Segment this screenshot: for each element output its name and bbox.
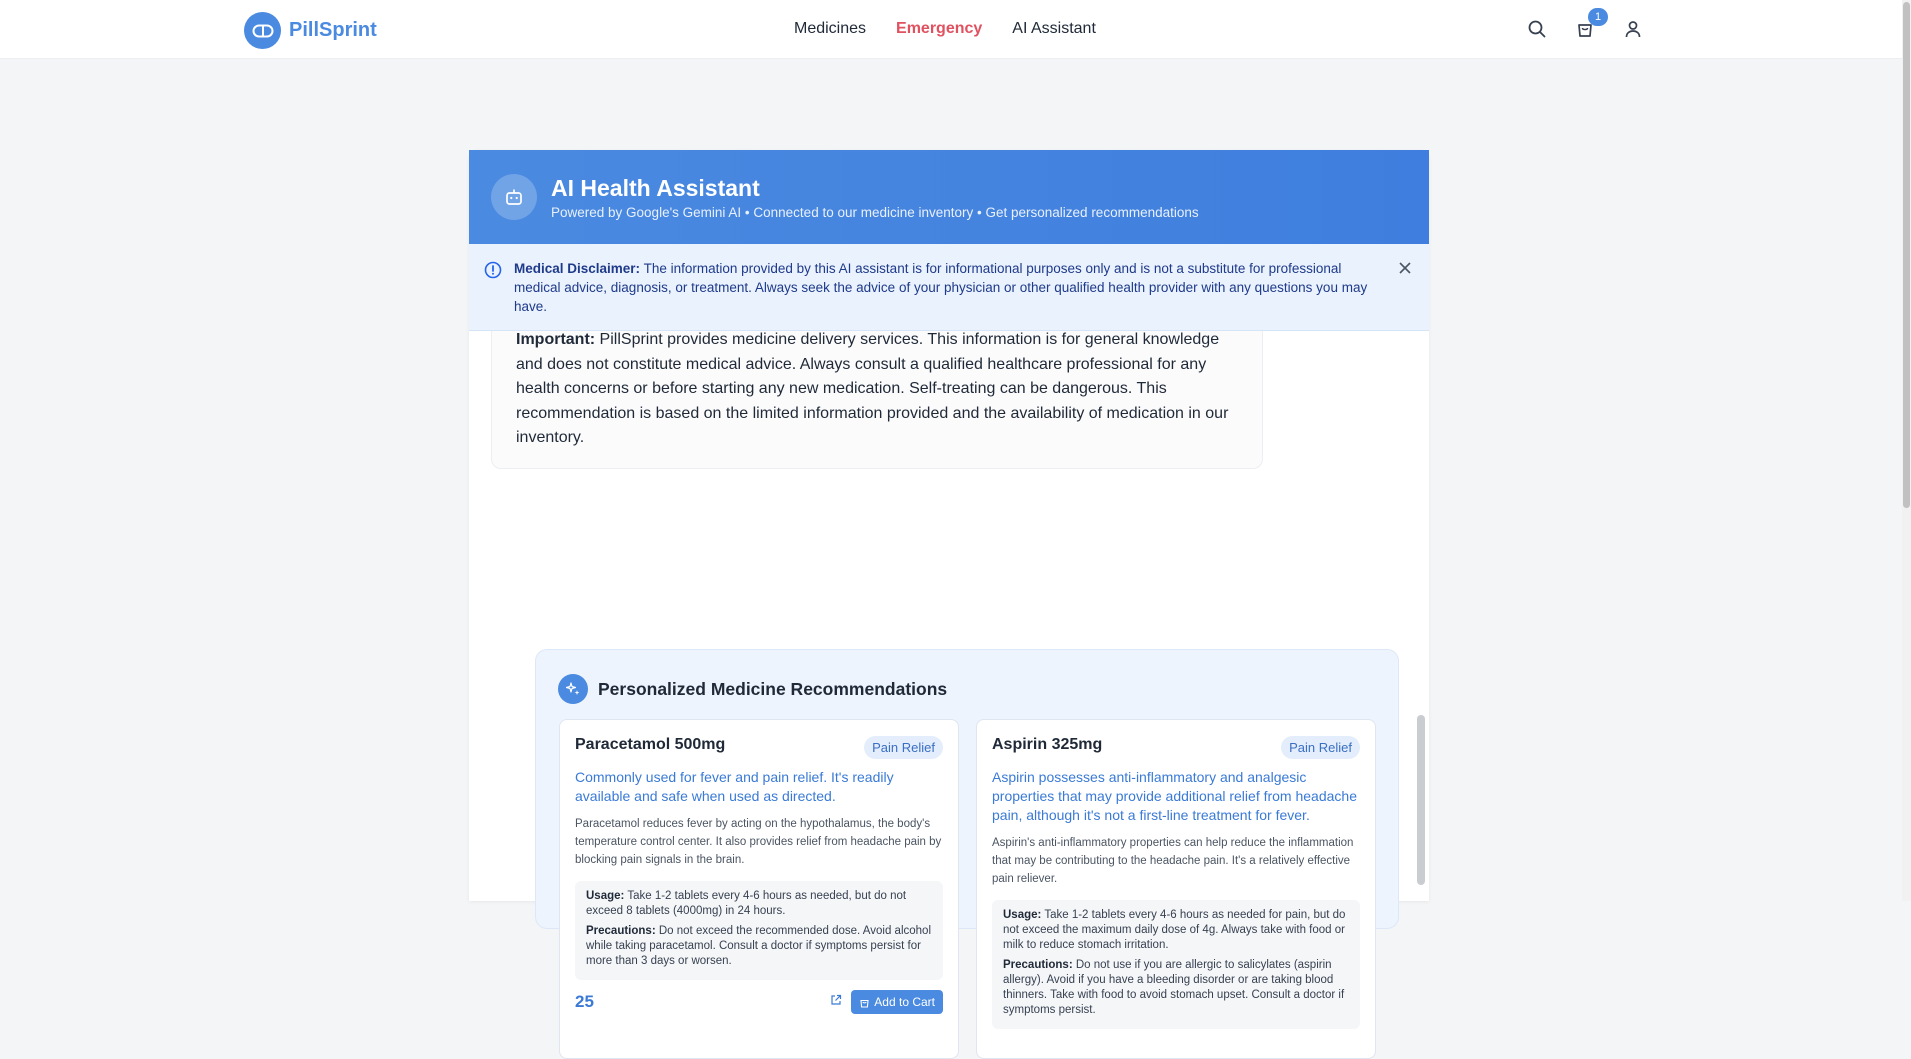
- category-badge: Pain Relief: [864, 736, 943, 759]
- assistant-header: [469, 150, 1429, 244]
- bag-icon: [859, 997, 870, 1008]
- brand-logo[interactable]: [244, 12, 377, 49]
- usage-body: Take 1-2 tablets every 4-6 hours as needed for pain, but do not exceed the maximum daily dose of 4g. Always take with food or milk to reduce stomach irritation.: [1003, 909, 1346, 951]
- medicine-name: Aspirin 325mg: [992, 736, 1103, 753]
- medicine-name: Paracetamol 500mg: [575, 736, 726, 753]
- medicine-card: [976, 719, 1376, 1059]
- message-bold: Important:: [516, 331, 596, 348]
- medicine-card: [559, 719, 959, 1059]
- medicine-detail: Aspirin's anti-inflammatory properties can help reduce the inflammation that may be contributing to the headache pain. It's a relatively effective pain reliever.: [992, 837, 1354, 885]
- usage-label: Usage:: [586, 890, 625, 902]
- disclaimer-text: [514, 259, 1384, 316]
- external-link-icon[interactable]: [830, 993, 842, 1011]
- brand-name: PillSprint: [289, 19, 377, 41]
- info-icon: [484, 261, 502, 284]
- nav-link-medicines[interactable]: Medicines: [794, 20, 867, 37]
- usage-box: [992, 900, 1360, 1029]
- usage-text: [1003, 908, 1349, 953]
- add-to-cart-button[interactable]: [851, 990, 943, 1014]
- page-scrollbar[interactable]: [1902, 0, 1911, 901]
- nav-link-ai-assistant[interactable]: AI Assistant: [1012, 20, 1096, 37]
- precautions-text: [1003, 958, 1349, 1018]
- precautions-label: Precautions:: [586, 925, 656, 937]
- nav-link-emergency[interactable]: Emergency: [896, 20, 983, 37]
- cart-icon[interactable]: [1574, 11, 1602, 40]
- nav-actions: [1526, 11, 1644, 40]
- chat-area[interactable]: [469, 331, 1429, 1016]
- medicine-detail: Paracetamol reduces fever by acting on the hypothalamus, the body's temperature control center. It also provides relief from headache pain by blocking pain signals in the brain.: [575, 818, 942, 866]
- ai-assistant-panel: [469, 150, 1429, 1016]
- usage-label: Usage:: [1003, 909, 1042, 921]
- precautions-body: Do not exceed the recommended dose. Avoid alcohol while taking paracetamol. Consult a doctor if symptoms persist for more than 3 days or worsen.: [586, 925, 931, 967]
- chat-scrollbar[interactable]: [1417, 715, 1425, 885]
- disclaimer-body: The information provided by this AI assistant is for informational purposes only and is not a substitute for professional medical advice, diagnosis, or treatment. Always seek the advice of your physician or other qualified health provider with any questions you may have.: [514, 261, 1368, 314]
- recommendations-header: [558, 674, 947, 704]
- user-icon[interactable]: [1622, 18, 1644, 40]
- assistant-message: [491, 311, 1263, 469]
- usage-box: [575, 881, 943, 980]
- message-body: PillSprint provides medicine delivery services. This information is for general knowledge and does not constitute medical advice. Always consult a qualified healthcare professional for any health concerns or before starting any new medication. Self-treating can be dangerous. This recommendation is based on the limited information provided and the availability of medication in our inventory.: [516, 331, 1229, 446]
- assistant-title: AI Health Assistant: [551, 175, 760, 201]
- medicine-summary: Commonly used for fever and pain relief. It's readily available and safe when used as directed.: [575, 769, 894, 804]
- precautions-text: [586, 924, 932, 969]
- precautions-label: Precautions:: [1003, 959, 1073, 971]
- disclaimer-label: Medical Disclaimer:: [514, 261, 641, 276]
- search-icon[interactable]: [1526, 18, 1548, 40]
- bot-icon: [491, 174, 537, 220]
- top-navbar: [0, 0, 1911, 59]
- assistant-subtitle: Powered by Google's Gemini AI • Connected to our medicine inventory • Get personalized recommendations: [551, 205, 1199, 220]
- usage-text: [586, 889, 932, 919]
- precautions-body: Do not use if you are allergic to salicylates (aspirin allergy). Avoid if you have a bleeding disorder or are taking blood thinners. Take with food to avoid stomach upset. Consult a doctor if symptoms persist.: [1003, 959, 1345, 1016]
- sparkles-icon: [558, 674, 588, 704]
- card-actions: [830, 990, 943, 1014]
- page-scrollbar-thumb[interactable]: [1903, 2, 1910, 508]
- recommendations-title: Personalized Medicine Recommendations: [598, 678, 948, 699]
- close-icon[interactable]: [1397, 260, 1413, 281]
- pill-icon: [244, 12, 281, 49]
- category-badge: Pain Relief: [1281, 736, 1360, 759]
- main-nav: [794, 20, 1096, 38]
- usage-body: Take 1-2 tablets every 4-6 hours as needed, but do not exceed 8 tablets (4000mg) in 24 hours.: [586, 890, 907, 917]
- add-to-cart-label: Add to Cart: [874, 995, 935, 1009]
- message-text: [516, 328, 1238, 451]
- card-footer: [575, 990, 943, 1014]
- recommendations-section: [535, 649, 1399, 1016]
- medicine-summary: Aspirin possesses anti-inflammatory and analgesic properties that may provide additional relief from headache pain, although it's not a first-line treatment for fever.: [992, 769, 1357, 823]
- medical-disclaimer-banner: [469, 244, 1429, 331]
- cart-count-badge: 1: [1588, 8, 1608, 26]
- medicine-price: 25: [575, 992, 594, 1011]
